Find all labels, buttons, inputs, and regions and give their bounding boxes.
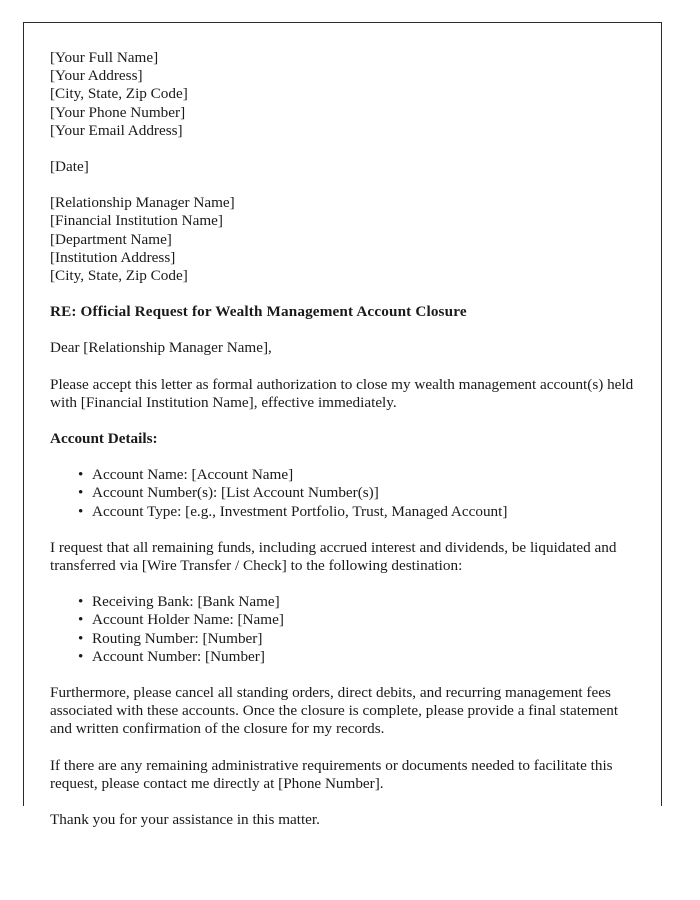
list-item [78,647,634,666]
list-item-label: Account Number(s): [List Account Number(s)] [92,484,379,502]
sender-name-line: [Your Full Name] [50,49,159,66]
subject-line: RE: Official Request for Wealth Management Account Closure [50,303,467,321]
body-paragraph-5: Thank you for your assistance in this matter. [50,811,320,829]
sender-phone-line: [Your Phone Number] [50,103,186,121]
list-item-label: Account Holder Name: [Name] [92,611,284,629]
bullet-icon: • [78,593,84,611]
list-item [78,593,634,611]
transfer-details-list [50,593,634,666]
body-paragraph-1: Please accept this letter as formal authorization to close my wealth management account(s) held with [Financial Institution Name], effective immediately. [50,375,634,411]
body-paragraph-4: If there are any remaining administrative requirements or documents needed to facilitate this request, please contact me directly at [Phone Number]. [50,756,613,792]
list-item-label: Account Type: [e.g., Investment Portfolio, Trust, Managed Account] [92,502,508,520]
recipient-city-line: [City, State, Zip Code] [50,267,188,285]
bullet-icon: • [78,502,84,520]
list-item-label: Account Name: [Account Name] [92,466,294,484]
body-paragraph-2: I request that all remaining funds, including accrued interest and dividends, be liquidated and transferred via [Wire Transfer / Check] to the following destination: [50,538,617,575]
bullet-icon: • [78,484,84,502]
account-details-list [50,466,634,521]
recipient-institution-line: [Financial Institution Name] [50,212,223,230]
document-body [24,23,661,829]
sender-address-block [50,49,634,140]
list-item-label: Routing Number: [Number] [92,629,263,647]
list-item-label: Account Number: [Number] [92,647,265,665]
list-item [78,466,634,484]
recipient-address-block [50,194,634,285]
recipient-street-line: [Institution Address] [50,248,176,266]
list-item [78,484,634,502]
list-item [78,629,634,648]
salutation-line: Dear [Relationship Manager Name], [50,339,272,357]
bullet-icon: • [78,647,84,665]
bullet-icon: • [78,611,84,629]
recipient-department-line: [Department Name] [50,230,172,248]
list-item [78,502,634,521]
recipient-manager-line: [Relationship Manager Name] [50,194,235,212]
list-item-label: Receiving Bank: [Bank Name] [92,593,280,611]
account-details-heading: Account Details: [50,430,158,448]
body-paragraph-3: Furthermore, please cancel all standing orders, direct debits, and recurring management fees associated with these accounts. Once the closure is complete, please provide a final statement and written confirmation of the closure for my records. [50,684,619,738]
list-item [78,611,634,629]
bullet-icon: • [78,629,84,647]
date-line: [Date] [50,158,89,176]
bullet-icon: • [78,466,84,484]
document-page [23,22,662,829]
sender-email-line: [Your Email Address] [50,121,183,139]
sender-street-line: [Your Address] [50,67,143,85]
sender-city-line: [City, State, Zip Code] [50,85,188,103]
